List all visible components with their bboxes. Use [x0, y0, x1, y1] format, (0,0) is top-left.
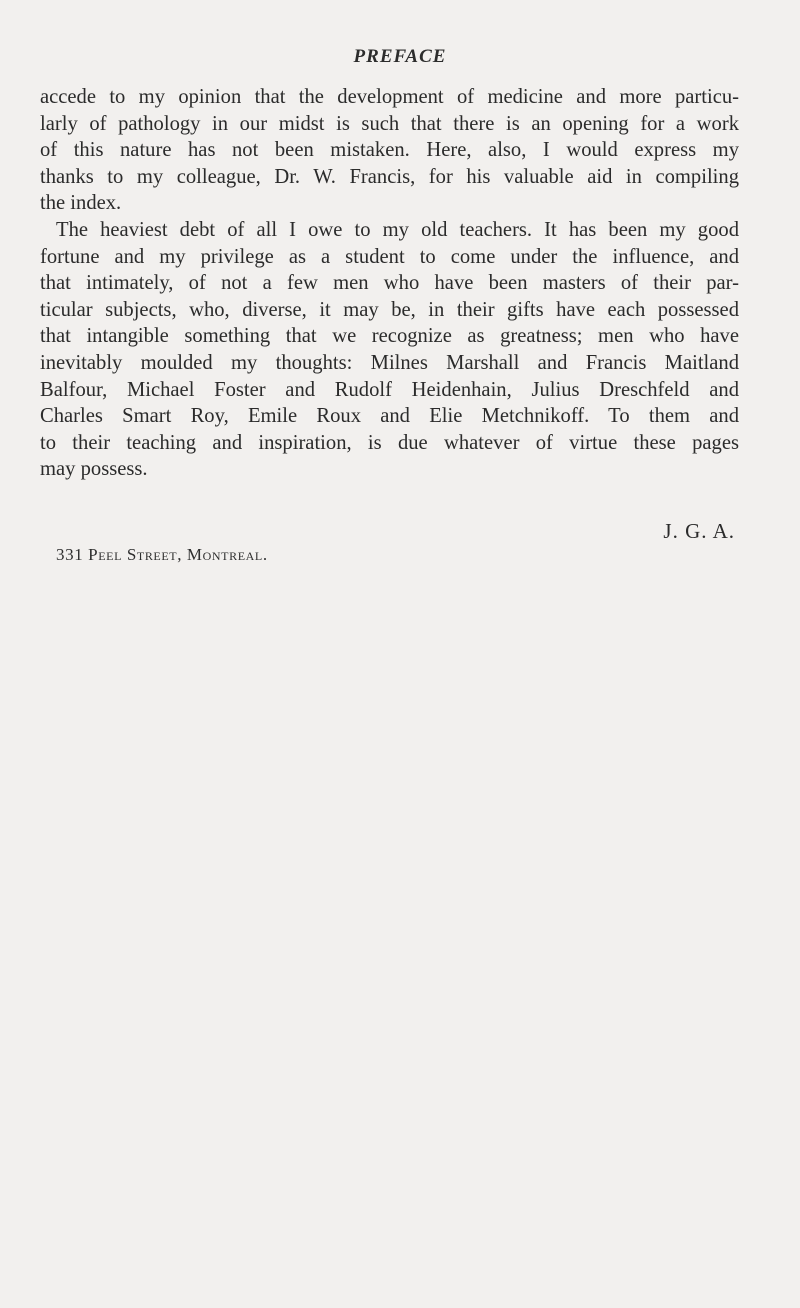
body-text [40, 84, 739, 483]
text-line: thanks to my colleague, Dr. W. Francis, for his valuable aid in compiling [40, 165, 739, 188]
text-line: inevitably moulded my thoughts: Milnes Marshall and Francis Maitland [40, 351, 739, 374]
text-line: The heaviest debt of all I owe to my old teachers. It has been my good [56, 218, 739, 241]
signature: J. G. A. [663, 519, 735, 543]
text-line: that intangible something that we recognize as greatness; men who have [40, 325, 739, 348]
text-line: Charles Smart Roy, Emile Roux and Elie Metchnikoff. To them and [40, 405, 739, 428]
text-line: ticular subjects, who, diverse, it may be, in their gifts have each possessed [40, 298, 739, 321]
text-line: may possess. [40, 458, 148, 481]
text-line: larly of pathology in our midst is such that there is an opening for a work [40, 112, 739, 135]
paragraph [40, 217, 739, 483]
paragraph [40, 84, 739, 217]
text-line: accede to my opinion that the development of medicine and more particu- [40, 86, 739, 108]
text-line: fortune and my privilege as a student to come under the influence, and [40, 245, 739, 268]
text-line: the index. [40, 192, 122, 215]
text-line: that intimately, of not a few men who have been masters of their par- [40, 272, 739, 295]
text-line: Balfour, Michael Foster and Rudolf Heidenhain, Julius Dreschfeld and [40, 378, 739, 401]
address: 331 Peel Street, Montreal. [56, 545, 268, 564]
text-line: to their teaching and inspiration, is due whatever of virtue these pages [40, 431, 739, 454]
text-line: of this nature has not been mistaken. Here, also, I would express my [40, 139, 739, 162]
running-head: PREFACE [353, 46, 447, 67]
